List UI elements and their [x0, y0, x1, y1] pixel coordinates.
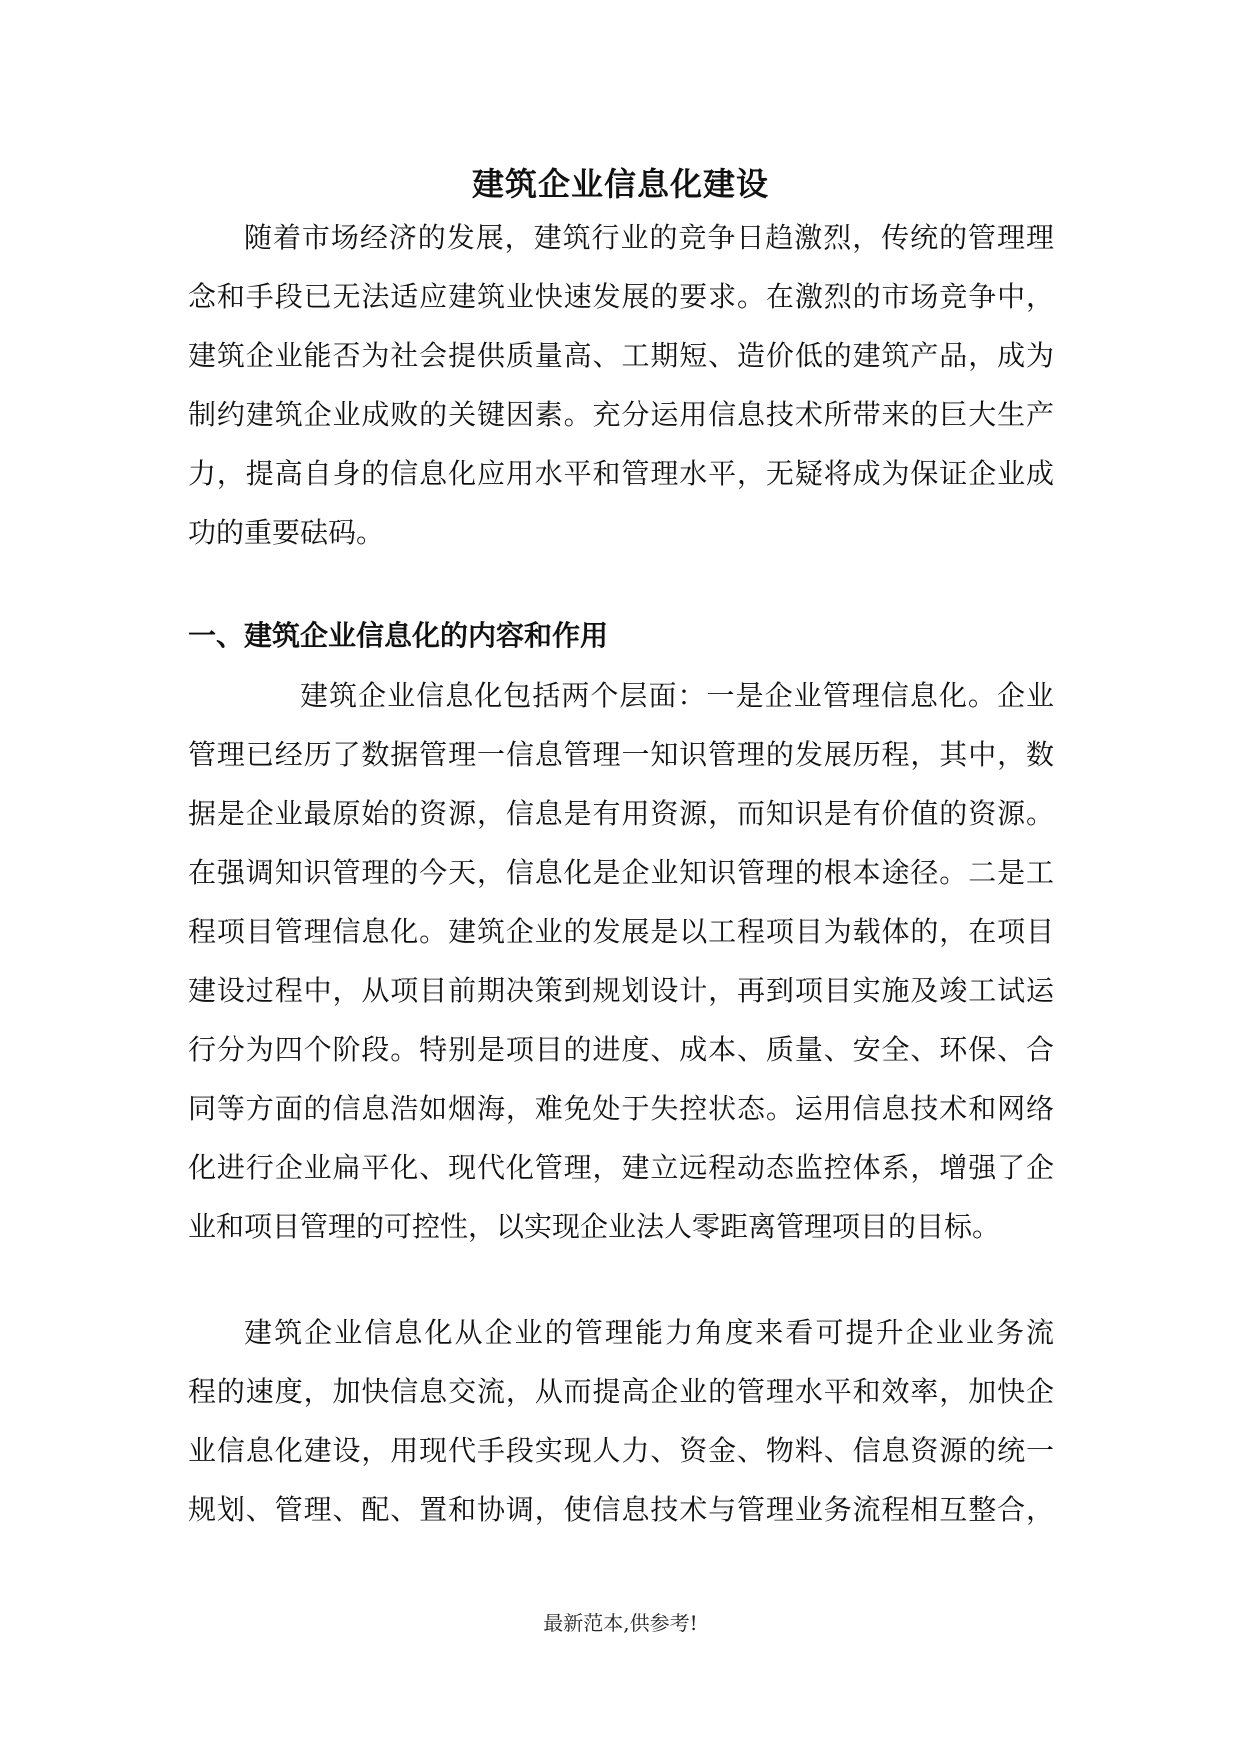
paragraph-line: 据是企业最原始的资源，信息是有用资源，而知识是有价值的资源。	[188, 797, 1054, 830]
paragraph-line: 同等方面的信息浩如烟海，难免处于失控状态。运用信息技术和网络	[188, 1092, 1054, 1125]
section1-paragraph-2	[188, 1303, 1054, 1539]
paragraph-line: 建筑企业信息化包括两个层面：一是企业管理信息化。企业	[300, 679, 1054, 712]
paragraph-line: 规划、管理、配、置和协调，使信息技术与管理业务流程相互整合，	[188, 1493, 1054, 1526]
paragraph-line: 化进行企业扁平化、现代化管理，建立远程动态监控体系，增强了企	[188, 1151, 1054, 1184]
paragraph-line: 念和手段已无法适应建筑业快速发展的要求。在激烈的市场竞争中，	[188, 280, 1054, 313]
paragraph-line: 业信息化建设，用现代手段实现人力、资金、物料、信息资源的统一	[188, 1434, 1054, 1467]
paragraph-line: 制约建筑企业成败的关键因素。充分运用信息技术所带来的巨大生产	[188, 398, 1054, 431]
paragraph-line: 随着市场经济的发展，建筑行业的竞争日趋激烈，传统的管理理	[244, 221, 1054, 254]
section1-paragraph-1	[188, 666, 1054, 1256]
paragraph-line: 建设过程中，从项目前期决策到规划设计，再到项目实施及竣工试运	[188, 974, 1054, 1007]
intro-paragraph	[188, 208, 1054, 562]
paragraph-line: 在强调知识管理的今天，信息化是企业知识管理的根本途径。二是工	[188, 856, 1054, 889]
paragraph-line: 力，提高自身的信息化应用水平和管理水平，无疑将成为保证企业成	[188, 457, 1054, 490]
paragraph-line: 业和项目管理的可控性，以实现企业法人零距离管理项目的目标。	[188, 1210, 1001, 1243]
paragraph-line: 程的速度，加快信息交流，从而提高企业的管理水平和效率，加快企	[188, 1375, 1054, 1408]
page-footer: 最新范本,供参考!	[543, 1611, 698, 1635]
paragraph-line: 程项目管理信息化。建筑企业的发展是以工程项目为载体的，在项目	[188, 915, 1054, 948]
paragraph-line: 行分为四个阶段。特别是项目的进度、成本、质量、安全、环保、合	[188, 1033, 1054, 1066]
paragraph-line: 管理已经历了数据管理一信息管理一知识管理的发展历程，其中，数	[188, 738, 1054, 771]
document-title: 建筑企业信息化建设	[471, 165, 769, 203]
paragraph-line: 建筑企业信息化从企业的管理能力角度来看可提升企业业务流	[244, 1316, 1054, 1349]
paragraph-line: 建筑企业能否为社会提供质量高、工期短、造价低的建筑产品，成为	[188, 339, 1054, 372]
section-heading: 一、建筑企业信息化的内容和作用	[188, 619, 609, 652]
paragraph-line: 功的重要砝码。	[188, 516, 385, 549]
